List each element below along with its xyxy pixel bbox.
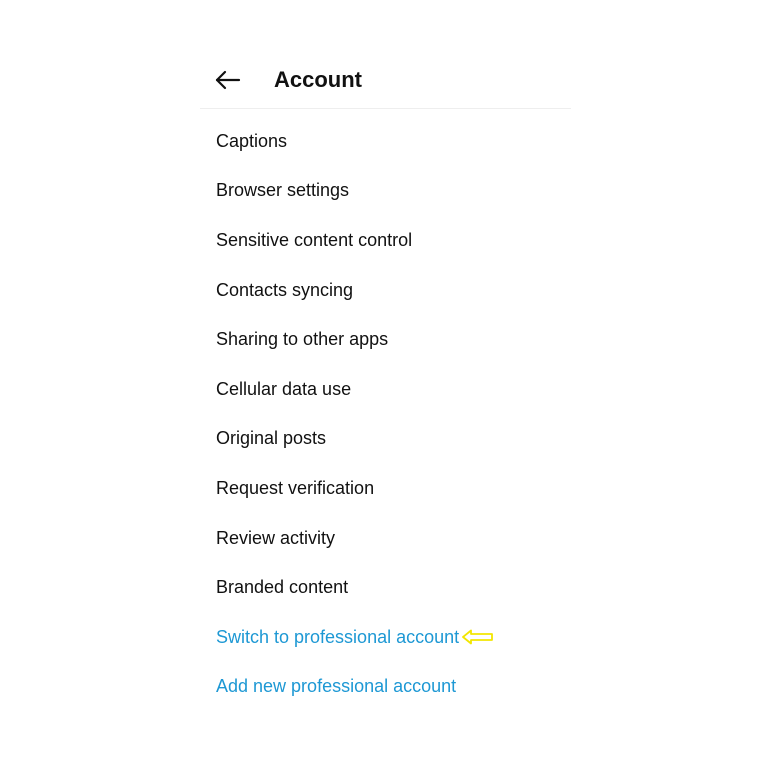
header: [200, 52, 571, 109]
menu-item-captions[interactable]: [216, 116, 571, 166]
menu-item-label: Captions: [216, 130, 288, 151]
back-button[interactable]: [213, 66, 243, 94]
menu-item-switch-to-professional-account[interactable]: [216, 612, 571, 662]
menu-item-review-activity[interactable]: [216, 513, 571, 563]
menu-item-label: Request verification: [216, 477, 375, 498]
menu-item-label: Cellular data use: [216, 378, 352, 399]
menu-item-label: Sharing to other apps: [216, 329, 389, 350]
arrow-left-icon: [215, 70, 241, 90]
page-title: Account: [274, 67, 362, 92]
menu-item-label: Switch to professional account: [216, 626, 460, 647]
menu-item-branded-content[interactable]: [216, 562, 571, 612]
menu-item-sensitive-content-control[interactable]: [216, 215, 571, 265]
menu-item-label: Browser settings: [216, 180, 350, 201]
menu-item-contacts-syncing[interactable]: [216, 265, 571, 315]
menu-item-sharing-to-other-apps[interactable]: [216, 314, 571, 364]
menu-item-request-verification[interactable]: [216, 463, 571, 513]
menu-item-label: Branded content: [216, 577, 349, 598]
menu-item-label: Review activity: [216, 527, 336, 548]
arrow-left-outline-icon: [462, 629, 494, 645]
account-menu-list: [216, 116, 571, 711]
menu-item-label: Original posts: [216, 428, 327, 449]
menu-item-browser-settings[interactable]: [216, 166, 571, 216]
menu-item-label: Sensitive content control: [216, 229, 413, 250]
menu-item-add-new-professional-account[interactable]: [216, 662, 571, 712]
menu-item-cellular-data-use[interactable]: [216, 364, 571, 414]
menu-item-label: Contacts syncing: [216, 279, 354, 300]
menu-item-label: Add new professional account: [216, 676, 457, 697]
menu-item-original-posts[interactable]: [216, 414, 571, 464]
